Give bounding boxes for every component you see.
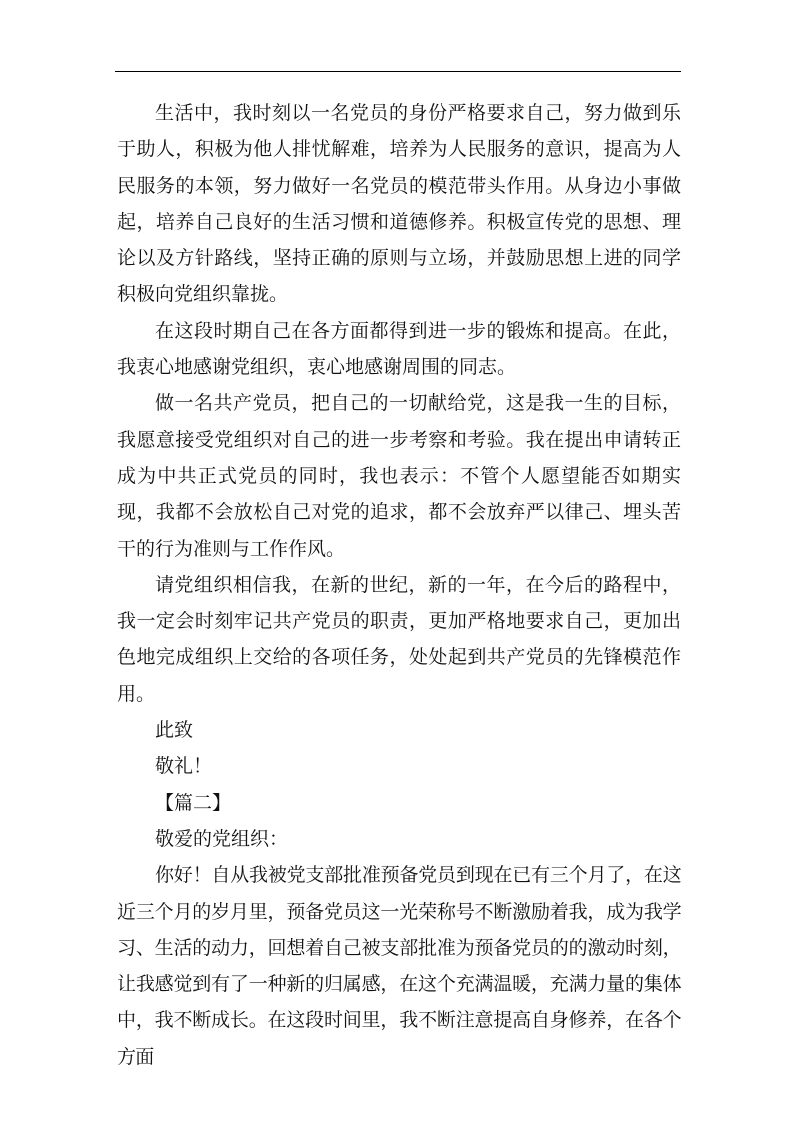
header-rule — [115, 71, 681, 72]
letter-salutation: 敬爱的党组织： — [155, 827, 289, 850]
body-paragraph: 请党组织相信我，在新的世纪，新的一年，在今后的路程中，我一定会时刻牢记共产党员的职责，更加严格地要求自己，更加出色地完成组织上交给的各项任务，处处起到共产党员的先锋模范作用。 — [117, 573, 681, 705]
closing-salute: 敬礼！ — [155, 755, 213, 778]
section-heading: 【篇二】 — [155, 791, 232, 814]
document-body — [117, 95, 681, 1075]
body-paragraph: 生活中，我时刻以一名党员的身份严格要求自己，努力做到乐于助人，积极为他人排忧解难，培养为人民服务的意识，提高为人民服务的本领，努力做好一名党员的模范带头作用。从身边小事做起，培养自己良好的生活习惯和道德修养。积极宣传党的思想、理论以及方针路线，坚持正确的原则与立场，并鼓励思想上进的同学积极向党组织靠拢。 — [117, 102, 681, 306]
body-paragraph: 你好！自从我被党支部批准预备党员到现在已有三个月了，在这近三个月的岁月里，预备党员这一光荣称号不断激励着我，成为我学习、生活的动力，回想着自己被支部批准为预备党员的的激动时刻，让我感觉到有了一种新的归属感，在这个充满温暖，充满力量的集体中，我不断成长。在这段时间里，我不断注意提高自身修养，在各个方面 — [117, 864, 681, 1068]
closing-line: 此致 — [155, 719, 194, 742]
body-paragraph: 在这段时期自己在各方面都得到进一步的锻炼和提高。在此，我衷心地感谢党组织，衷心地感谢周围的同志。 — [117, 319, 681, 379]
body-paragraph: 做一名共产党员，把自己的一切献给党，这是我一生的目标，我愿意接受党组织对自己的进一步考察和考验。我在提出申请转正成为中共正式党员的同时，我也表示：不管个人愿望能否如期实现，我都不会放松自己对党的追求，都不会放弃严以律己、埋头苦干的行为准则与工作作风。 — [117, 392, 681, 560]
